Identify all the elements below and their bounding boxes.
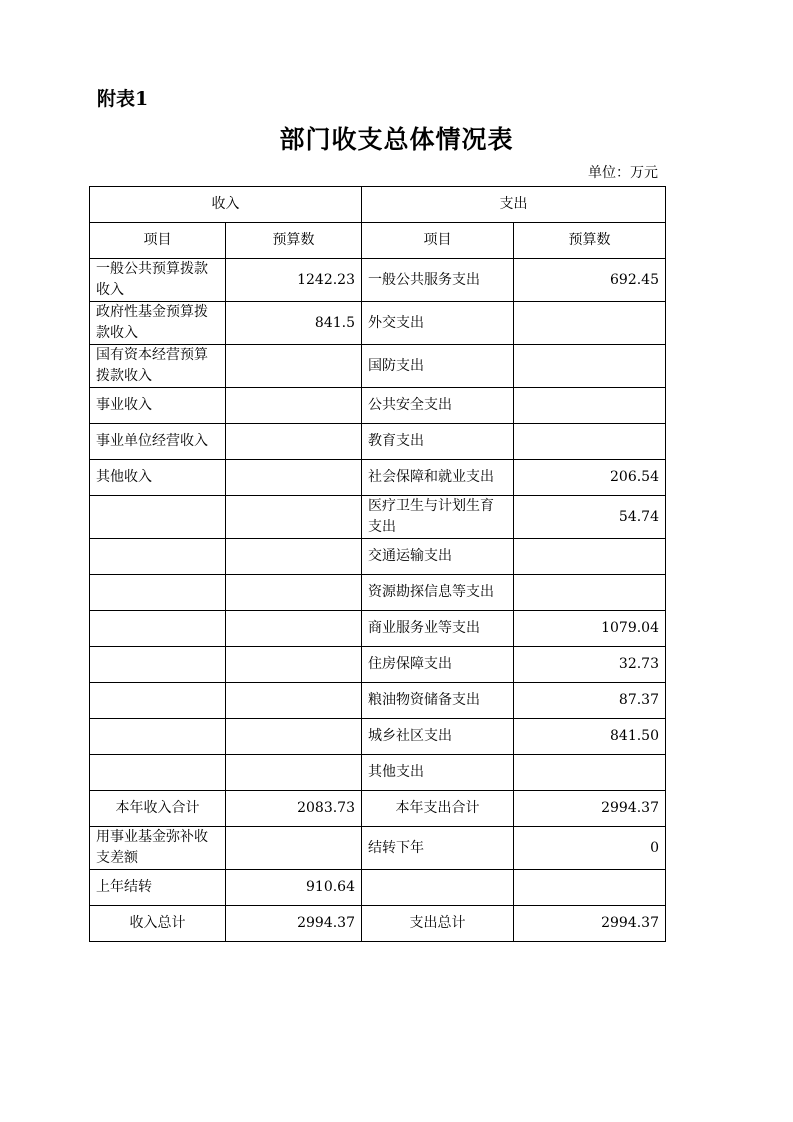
expense-value	[514, 302, 666, 345]
expense-value	[514, 870, 666, 906]
expense-item: 其他支出	[362, 755, 514, 791]
expense-item-header: 项目	[362, 223, 514, 259]
expense-value	[514, 755, 666, 791]
income-item	[90, 647, 226, 683]
income-item: 一般公共预算拨款收入	[90, 259, 226, 302]
income-item	[90, 683, 226, 719]
income-item-header: 项目	[90, 223, 226, 259]
income-value: 841.5	[226, 302, 362, 345]
column-header-row	[90, 223, 666, 259]
expense-item: 结转下年	[362, 827, 514, 870]
income-subtotal-label: 本年收入合计	[90, 791, 226, 827]
expense-value: 692.45	[514, 259, 666, 302]
expense-value	[514, 388, 666, 424]
table-row	[90, 302, 666, 345]
budget-table	[89, 186, 666, 942]
income-value	[226, 755, 362, 791]
expense-item	[362, 870, 514, 906]
expense-value	[514, 575, 666, 611]
expense-value: 54.74	[514, 496, 666, 539]
income-item	[90, 539, 226, 575]
expense-item: 商业服务业等支出	[362, 611, 514, 647]
income-total-label: 收入总计	[90, 906, 226, 942]
expense-subtotal-label: 本年支出合计	[362, 791, 514, 827]
expense-value	[514, 539, 666, 575]
table-row	[90, 827, 666, 870]
income-total-value: 2994.37	[226, 906, 362, 942]
expense-item: 交通运输支出	[362, 539, 514, 575]
expense-total-value: 2994.37	[514, 906, 666, 942]
income-value	[226, 345, 362, 388]
expense-value: 841.50	[514, 719, 666, 755]
table-row	[90, 755, 666, 791]
income-item: 国有资本经营预算拨款收入	[90, 345, 226, 388]
table-row	[90, 424, 666, 460]
table-row	[90, 388, 666, 424]
table-row	[90, 575, 666, 611]
table-row	[90, 460, 666, 496]
unit-label: 单位：万元	[588, 165, 658, 181]
income-value	[226, 683, 362, 719]
expense-item: 医疗卫生与计划生育支出	[362, 496, 514, 539]
expense-subtotal-value: 2994.37	[514, 791, 666, 827]
income-value	[226, 424, 362, 460]
income-value: 910.64	[226, 870, 362, 906]
table-row	[90, 719, 666, 755]
expense-item: 社会保障和就业支出	[362, 460, 514, 496]
table-row	[90, 345, 666, 388]
expense-budget-header: 预算数	[514, 223, 666, 259]
expense-value: 206.54	[514, 460, 666, 496]
expense-value: 0	[514, 827, 666, 870]
table-row	[90, 647, 666, 683]
expense-value	[514, 424, 666, 460]
income-subtotal-value: 2083.73	[226, 791, 362, 827]
income-item: 用事业基金弥补收支差额	[90, 827, 226, 870]
table-row	[90, 496, 666, 539]
table-row	[90, 611, 666, 647]
income-item	[90, 575, 226, 611]
expense-value: 87.37	[514, 683, 666, 719]
expense-value: 32.73	[514, 647, 666, 683]
income-value	[226, 496, 362, 539]
expense-item: 资源勘探信息等支出	[362, 575, 514, 611]
income-item	[90, 755, 226, 791]
table-row	[90, 539, 666, 575]
income-value: 1242.23	[226, 259, 362, 302]
income-value	[226, 611, 362, 647]
expense-item: 城乡社区支出	[362, 719, 514, 755]
table-row	[90, 683, 666, 719]
subtotal-row	[90, 791, 666, 827]
income-value	[226, 575, 362, 611]
income-header: 收入	[90, 187, 362, 223]
expense-item: 一般公共服务支出	[362, 259, 514, 302]
expense-value: 1079.04	[514, 611, 666, 647]
income-item	[90, 496, 226, 539]
income-budget-header: 预算数	[226, 223, 362, 259]
income-item	[90, 719, 226, 755]
expense-item: 外交支出	[362, 302, 514, 345]
income-item: 政府性基金预算拨款收入	[90, 302, 226, 345]
expense-header: 支出	[362, 187, 666, 223]
income-value	[226, 539, 362, 575]
income-item: 事业收入	[90, 388, 226, 424]
income-item: 上年结转	[90, 870, 226, 906]
income-value	[226, 460, 362, 496]
income-value	[226, 388, 362, 424]
expense-value	[514, 345, 666, 388]
total-row	[90, 906, 666, 942]
table-row	[90, 259, 666, 302]
income-item	[90, 611, 226, 647]
expense-item: 国防支出	[362, 345, 514, 388]
expense-item: 公共安全支出	[362, 388, 514, 424]
income-item: 其他收入	[90, 460, 226, 496]
expense-item: 教育支出	[362, 424, 514, 460]
table-row	[90, 870, 666, 906]
annex-label: 附表1	[97, 88, 149, 110]
expense-item: 粮油物资储备支出	[362, 683, 514, 719]
page-title: 部门收支总体情况表	[279, 125, 514, 154]
income-value	[226, 827, 362, 870]
income-item: 事业单位经营收入	[90, 424, 226, 460]
income-value	[226, 719, 362, 755]
expense-total-label: 支出总计	[362, 906, 514, 942]
income-value	[226, 647, 362, 683]
section-header-row	[90, 187, 666, 223]
expense-item: 住房保障支出	[362, 647, 514, 683]
